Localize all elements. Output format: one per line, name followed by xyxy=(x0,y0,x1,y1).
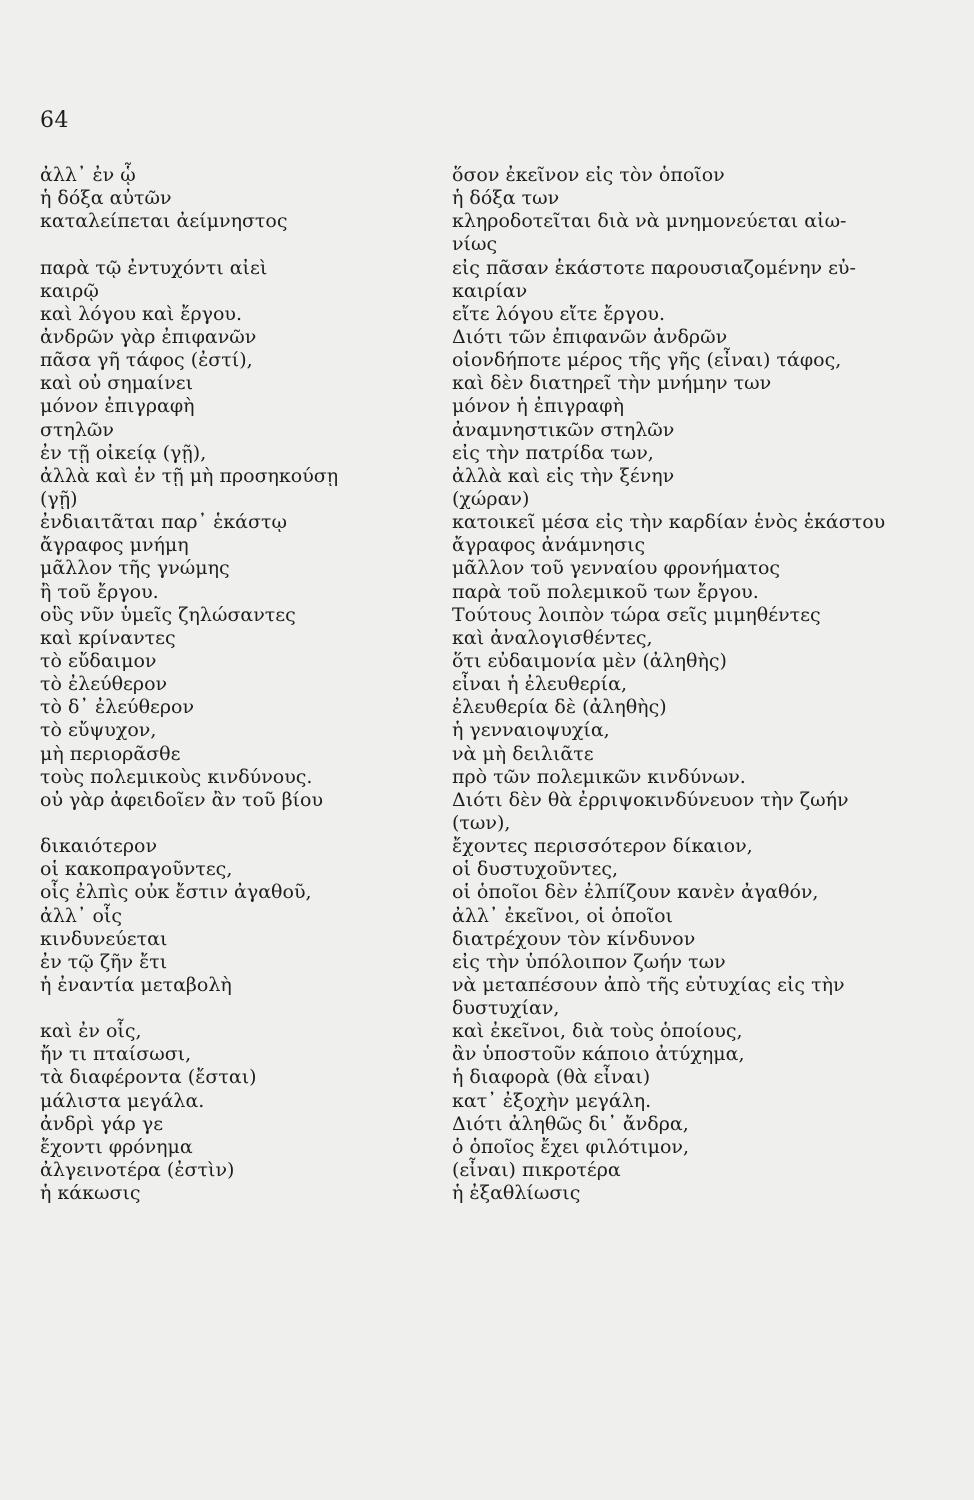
left-text-line: ἐν τῇ οἰκείᾳ (γῇ), xyxy=(40,441,207,464)
left-text-line: ἐνδιαιτᾶται παρ᾽ ἑκάστῳ xyxy=(40,511,287,534)
right-text-line: (χώραν) xyxy=(452,487,530,510)
left-text-line xyxy=(40,997,430,1020)
right-text-line: ἂν ὑποστοῦν κάποιο ἀτύχημα, xyxy=(452,1043,745,1066)
left-text-line: ἤν τι πταίσωσι, xyxy=(40,1043,192,1066)
right-text-line: ἀλλὰ καὶ εἰς τὴν ξένην xyxy=(452,464,675,487)
right-text-line: Διότι δὲν θὰ ἐρριψοκινδύνευον τὴν ζωήν xyxy=(452,788,849,811)
left-text-line: τὸ εὔδαιμον xyxy=(40,649,157,672)
left-text-line: ἀλλ᾽ ἐν ᾧ xyxy=(40,164,136,186)
left-text-line: τὸ δ᾽ ἐλεύθερον xyxy=(40,696,195,719)
right-text-line: ἡ γενναιοψυχία, xyxy=(452,719,610,742)
right-text-line: ἀναμνηστικῶν στηλῶν xyxy=(452,418,675,441)
right-text-line: ἀλλ᾽ ἐκεῖνοι, οἱ ὁποῖοι xyxy=(452,904,673,927)
left-text-line: καὶ ἐν οἷς, xyxy=(40,1020,142,1043)
right-text-line: Διότι ἀληθῶς δι᾽ ἄνδρα, xyxy=(452,1112,689,1135)
right-text-line: εἴτε λόγου εἴτε ἔργου. xyxy=(452,302,665,325)
right-text-line: οἱ ὁποῖοι δὲν ἐλπίζουν κανὲν ἀγαθόν, xyxy=(452,881,819,904)
left-text-line: οἷς ἐλπὶς οὐκ ἔστιν ἀγαθοῦ, xyxy=(40,881,312,904)
right-text-line: παρὰ τοῦ πολεμικοῦ των ἔργου. xyxy=(452,580,759,603)
left-text-line: ἢ τοῦ ἔργου. xyxy=(40,580,159,603)
left-text-line: τὰ διαφέροντα (ἔσται) xyxy=(40,1066,257,1089)
left-text-line: οἱ κακοπραγοῦντες, xyxy=(40,858,233,881)
right-text-line: Διότι τῶν ἐπιφανῶν ἀνδρῶν xyxy=(452,325,728,348)
left-text-line: ἀνδρὶ γάρ γε xyxy=(40,1112,164,1135)
right-text-line: οἱονδήποτε μέρος τῆς γῆς (εἶναι) τάφος, xyxy=(452,349,842,372)
right-text-line: νίως xyxy=(452,233,498,256)
left-column-ancient-greek xyxy=(40,164,430,1205)
left-text-line: καταλείπεται ἀείμνηστος xyxy=(40,210,288,233)
left-text-line: μὴ περιορᾶσθε xyxy=(40,742,181,765)
right-text-line: ἐλευθερία δὲ (ἀληθὴς) xyxy=(452,696,667,719)
left-text-line: (γῇ) xyxy=(40,487,78,510)
right-text-line: Τούτους λοιπὸν τώρα σεῖς μιμηθέντες xyxy=(452,603,821,626)
right-text-line: (εἶναι) πικροτέρα xyxy=(452,1159,621,1182)
left-text-line: οὐ γὰρ ἀφειδοῖεν ἂν τοῦ βίου xyxy=(40,788,323,811)
left-text-line xyxy=(40,233,430,256)
left-text-line xyxy=(40,812,430,835)
left-text-line: τοὺς πολεμικοὺς κινδύνους. xyxy=(40,765,313,788)
right-text-line: ἄγραφος ἀνάμνησις xyxy=(452,534,646,557)
right-text-line: ὅτι εὐδαιμονία μὲν (ἀληθὴς) xyxy=(452,649,727,672)
left-text-line: ἡ δόξα αὐτῶν xyxy=(40,187,172,210)
right-text-line: μᾶλλον τοῦ γενναίου φρονήματος xyxy=(452,557,781,580)
right-text-line: διατρέχουν τὸν κίνδυνον xyxy=(452,927,696,950)
right-text-line: εἰς τὴν πατρίδα των, xyxy=(452,441,654,464)
right-text-line: πρὸ τῶν πολεμικῶν κινδύνων. xyxy=(452,765,746,788)
right-text-line: ἡ δόξα των xyxy=(452,187,560,210)
page-number: 64 xyxy=(40,108,69,133)
right-text-line: εἶναι ἡ ἐλευθερία, xyxy=(452,673,627,696)
left-text-line: δικαιότερον xyxy=(40,835,157,858)
left-text-line: ἀλλὰ καὶ ἐν τῇ μὴ προσηκούσῃ xyxy=(40,464,339,487)
left-text-line: καὶ λόγου καὶ ἔργου. xyxy=(40,302,243,325)
right-text-line: (των), xyxy=(452,811,511,834)
left-text-line: τὸ ἐλεύθερον xyxy=(40,673,168,696)
left-text-line: ἔχοντι φρόνημα xyxy=(40,1135,193,1158)
left-text-line: ἀλγεινοτέρα (ἐστὶν) xyxy=(40,1159,235,1182)
right-text-line: κατ᾽ ἐξοχὴν μεγάλη. xyxy=(452,1089,652,1112)
right-text-line: οἱ δυστυχοῦντες, xyxy=(452,858,619,881)
left-text-line: παρὰ τῷ ἐντυχόντι αἰεὶ xyxy=(40,256,268,279)
left-text-line: ἀνδρῶν γὰρ ἐπιφανῶν xyxy=(40,325,257,348)
left-text-line: τὸ εὔψυχον, xyxy=(40,719,157,742)
right-column-modern-greek xyxy=(452,164,952,1205)
right-text-line: καὶ ἀναλογισθέντες, xyxy=(452,626,653,649)
right-text-line: κατοικεῖ μέσα εἰς τὴν καρδίαν ἑνὸς ἑκάστου xyxy=(452,511,886,534)
right-text-line: καιρίαν xyxy=(452,279,528,302)
right-text-line: δυστυχίαν, xyxy=(452,997,560,1020)
left-text-line: μᾶλλον τῆς γνώμης xyxy=(40,557,230,580)
left-text-line: ἐν τῷ ζῆν ἔτι xyxy=(40,950,168,973)
left-text-line: καὶ οὐ σημαίνει xyxy=(40,372,194,395)
right-text-line: νὰ μὴ δειλιᾶτε xyxy=(452,742,594,765)
right-text-line: ἔχοντες περισσότερον δίκαιον, xyxy=(452,835,753,858)
right-text-line: καὶ δὲν διατηρεῖ τὴν μνήμην των xyxy=(452,372,772,395)
right-text-line: ὁ ὁποῖος ἔχει φιλότιμον, xyxy=(452,1135,690,1158)
right-text-line: κληροδοτεῖται διὰ νὰ μνημονεύεται αἰω- xyxy=(452,210,847,233)
right-text-line: εἰς τὴν ὑπόλοιπον ζωήν των xyxy=(452,950,726,973)
left-text-line: ἀλλ᾽ οἷς xyxy=(40,904,122,927)
right-text-line: εἰς πᾶσαν ἑκάστοτε παρουσιαζομένην εὐ- xyxy=(452,256,856,279)
right-text-line: καὶ ἐκεῖνοι, διὰ τοὺς ὁποίους, xyxy=(452,1020,743,1043)
right-text-line: ἡ ἐξαθλίωσις xyxy=(452,1182,581,1205)
left-text-line: πᾶσα γῆ τάφος (ἐστί), xyxy=(40,349,253,372)
left-text-line: κινδυνεύεται xyxy=(40,927,168,950)
right-text-line: ἡ διαφορὰ (θὰ εἶναι) xyxy=(452,1066,651,1089)
left-text-line: στηλῶν xyxy=(40,418,114,441)
left-text-line: ἡ κάκωσις xyxy=(40,1182,141,1205)
left-text-line: μάλιστα μεγάλα. xyxy=(40,1089,205,1112)
right-text-line: νὰ μεταπέσουν ἀπὸ τῆς εὐτυχίας εἰς τὴν xyxy=(452,973,845,996)
left-text-line: ἄγραφος μνήμη xyxy=(40,534,189,557)
left-text-line: μόνον ἐπιγραφὴ xyxy=(40,395,195,418)
right-text-line: ὅσον ἐκεῖνον εἰς τὸν ὁποῖον xyxy=(452,164,725,186)
left-text-line: οὓς νῦν ὑμεῖς ζηλώσαντες xyxy=(40,603,296,626)
right-text-line: μόνον ἡ ἐπιγραφὴ xyxy=(452,395,624,418)
left-text-line: καιρῷ xyxy=(40,279,99,302)
left-text-line: ἡ ἐναντία μεταβολὴ xyxy=(40,973,232,996)
left-text-line: καὶ κρίναντες xyxy=(40,626,176,649)
